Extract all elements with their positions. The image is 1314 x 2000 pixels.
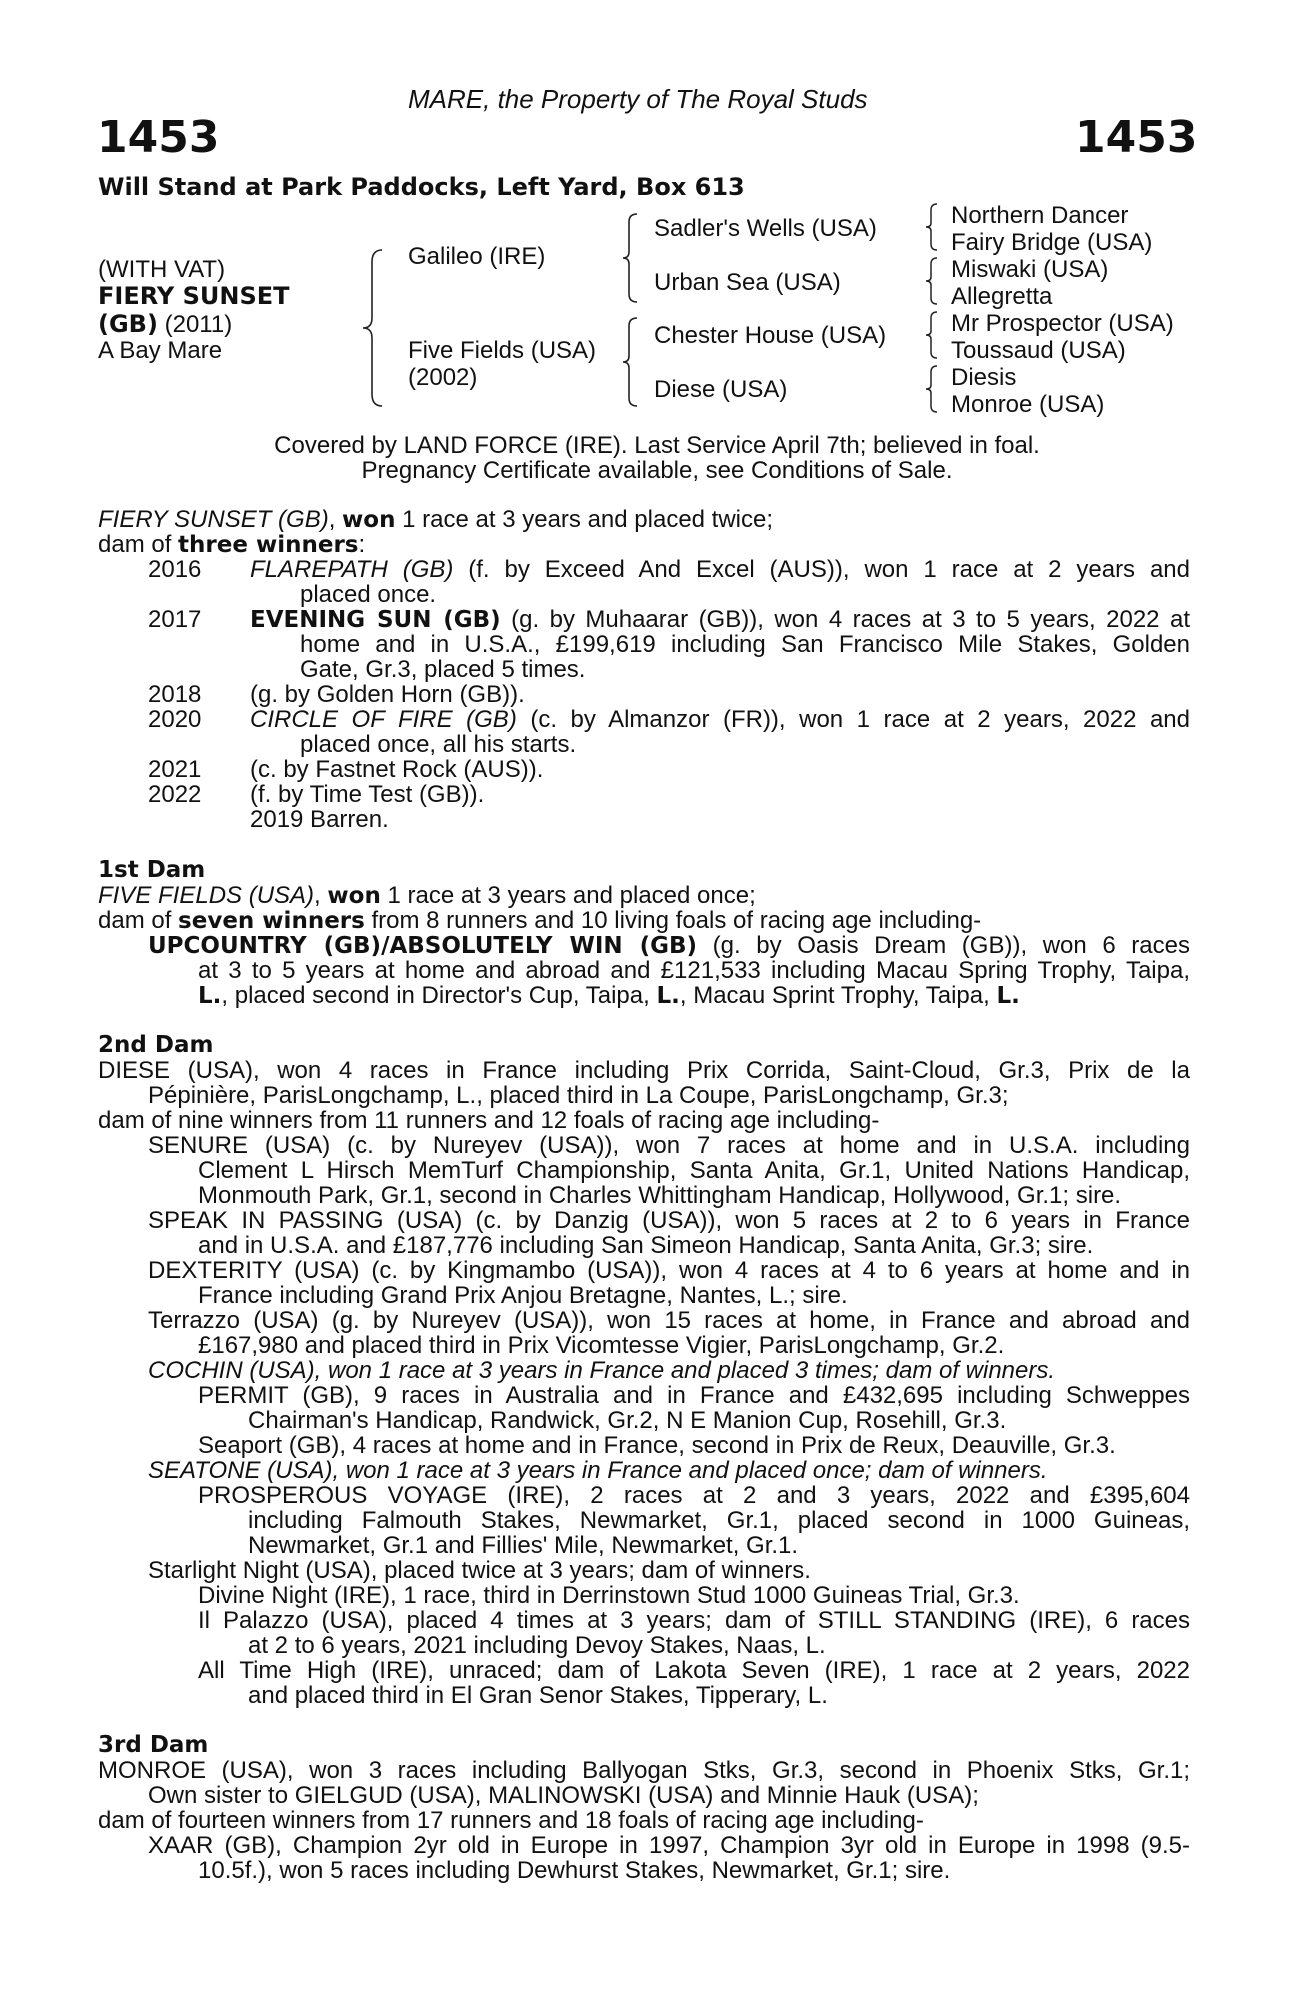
dam2-line: Monmouth Park, Gr.1, second in Charles Whittingham Handicap, Hollywood, Gr.1; sire. (198, 1182, 1122, 1209)
dam3-line: MONROE (USA), won 3 races including Ballyogan Stks, Gr.3, second in Phoenix Stks, Gr.1; (98, 1757, 1190, 1784)
dam1-record: FIVE FIELDS (USA), won 1 race at 3 years and placed once; (98, 882, 756, 909)
pedigree-sire: Galileo (IRE) (408, 243, 546, 270)
horse-country: (GB) (98, 310, 158, 338)
pedigree-dds: Diesis (951, 364, 1017, 391)
produce-entry: CIRCLE OF FIRE (GB) (c. by Almanzor (FR)), won 1 race at 2 years, 2022 and (250, 706, 1190, 733)
produce-year: 2016 (148, 556, 202, 583)
dam2-line: Chairman's Handicap, Randwick, Gr.2, N E Manion Cup, Rosehill, Gr.3. (248, 1407, 1007, 1434)
dam2-line: Pépinière, ParisLongchamp, L., placed third in La Coupe, ParisLongchamp, Gr.3; (148, 1082, 1009, 1109)
dam2-line: SPEAK IN PASSING (USA) (c. by Danzig (USA)), won 5 races at 2 to 6 years in France (148, 1207, 1190, 1234)
mare-record-line: FIERY SUNSET (GB), won 1 race at 3 years and placed twice; (98, 506, 774, 533)
dam2-line: COCHIN (USA), won 1 race at 3 years in France and placed 3 times; dam of winners. (148, 1357, 1056, 1384)
dam2-line: Divine Night (IRE), 1 race, third in Derrinstown Stud 1000 Guineas Trial, Gr.3. (198, 1582, 1020, 1609)
dam2-line: PERMIT (GB), 9 races in Australia and in France and £432,695 including Schweppes (198, 1382, 1190, 1409)
pedigree-brace-main (360, 248, 386, 408)
lot-number-left: 1453 (97, 112, 220, 163)
dam2-line: France including Grand Prix Anjou Bretagne, Nantes, L.; sire. (198, 1282, 848, 1309)
produce-year: 2021 (148, 756, 202, 783)
produce-year: 2018 (148, 681, 202, 708)
horse-description: A Bay Mare (98, 337, 223, 364)
dam3-line: XAAR (GB), Champion 2yr old in Europe in 1997, Champion 3yr old in Europe in 1998 (9.5- (148, 1832, 1190, 1859)
produce-year: 2017 (148, 606, 202, 633)
pedigree-dd: Diese (USA) (654, 376, 788, 403)
dam1-progeny-cont: L., placed second in Director's Cup, Taipa, L., Macau Sprint Trophy, Taipa, L. (198, 982, 1020, 1009)
pedigree-dss: Mr Prospector (USA) (951, 310, 1174, 337)
section-heading-3rd-dam: 3rd Dam (98, 1732, 209, 1758)
section-heading-2nd-dam: 2nd Dam (98, 1032, 214, 1058)
horse-country-year (98, 310, 232, 339)
produce-entry: (c. by Fastnet Rock (AUS)). (250, 756, 544, 783)
dam2-line: and placed third in El Gran Senor Stakes, Tipperary, L. (248, 1682, 828, 1709)
dam2-line: dam of nine winners from 11 runners and 12 foals of racing age including- (98, 1107, 880, 1134)
produce-entry-cont: placed once, all his starts. (300, 731, 577, 758)
dam2-line: and in U.S.A. and £187,776 including San Simeon Handicap, Santa Anita, Gr.3; sire. (198, 1232, 1094, 1259)
dam2-line: DEXTERITY (USA) (c. by Kingmambo (USA)), won 4 races at 4 to 6 years at home and in (148, 1257, 1190, 1284)
property-line: MARE, the Property of The Royal Studs (408, 84, 868, 114)
pedigree-brace-dd (924, 364, 940, 414)
produce-entry-cont: Gate, Gr.3, placed 5 times. (300, 656, 586, 683)
pedigree-dam-year: (2002) (408, 364, 478, 391)
pedigree-sd: Urban Sea (USA) (654, 269, 841, 296)
dam2-line: Newmarket, Gr.1 and Fillies' Mile, Newmarket, Gr.1. (248, 1532, 799, 1559)
dam2-line: at 2 to 6 years, 2021 including Devoy Stakes, Naas, L. (248, 1632, 826, 1659)
produce-entry: EVENING SUN (GB) (g. by Muhaarar (GB)), won 4 races at 3 to 5 years, 2022 at (250, 606, 1190, 633)
mare-winners-line: dam of three winners: (98, 531, 366, 558)
dam2-line: Seaport (GB), 4 races at home and in France, second in Prix de Reux, Deauville, Gr.3. (198, 1432, 1116, 1459)
dam2-line: All Time High (IRE), unraced; dam of Lakota Seven (IRE), 1 race at 2 years, 2022 (198, 1657, 1190, 1684)
dam1-progeny-cont: at 3 to 5 years at home and abroad and £121,533 including Macau Spring Trophy, Taipa, (198, 957, 1190, 984)
lot-number-right: 1453 (1075, 112, 1198, 163)
produce-year: 2022 (148, 781, 202, 808)
pedigree-ss: Sadler's Wells (USA) (654, 215, 877, 242)
stand-location: Will Stand at Park Paddocks, Left Yard, Box 613 (98, 173, 745, 201)
dam3-line: 10.5f.), won 5 races including Dewhurst Stakes, Newmarket, Gr.1; sire. (198, 1857, 951, 1884)
dam2-line: Terrazzo (USA) (g. by Nureyev (USA)), won 15 races at home, in France and abroad and (148, 1307, 1190, 1334)
pedigree-sdd: Allegretta (951, 283, 1053, 310)
dam2-line: Starlight Night (USA), placed twice at 3 years; dam of winners. (148, 1557, 811, 1584)
dam3-line: Own sister to GIELGUD (USA), MALINOWSKI (USA) and Minnie Hauk (USA); (148, 1782, 979, 1809)
horse-year: (2011) (164, 311, 233, 338)
pedigree-dam: Five Fields (USA) (408, 337, 597, 364)
dam2-line: SEATONE (USA), won 1 race at 3 years in France and placed once; dam of winners. (148, 1457, 1048, 1484)
dam2-line: Il Palazzo (USA), placed 4 times at 3 years; dam of STILL STANDING (IRE), 6 races (198, 1607, 1190, 1634)
vat-note: (WITH VAT) (98, 256, 226, 283)
dam2-line: SENURE (USA) (c. by Nureyev (USA)), won 7 races at home and in U.S.A. including (148, 1132, 1190, 1159)
pedigree-sds: Miswaki (USA) (951, 256, 1109, 283)
produce-entry: 2019 Barren. (250, 806, 389, 833)
dam2-line: £167,980 and placed third in Prix Vicomtesse Vigier, ParisLongchamp, Gr.2. (198, 1332, 1005, 1359)
produce-entry: (f. by Time Test (GB)). (250, 781, 485, 808)
produce-entry-cont: home and in U.S.A., £199,619 including San Francisco Mile Stakes, Golden (300, 631, 1190, 658)
pedigree-ssd: Fairy Bridge (USA) (951, 229, 1153, 256)
pedigree-brace-ss (924, 202, 940, 252)
dam2-line: PROSPEROUS VOYAGE (IRE), 2 races at 2 and 3 years, 2022 and £395,604 (198, 1482, 1190, 1509)
pedigree-brace-sire (620, 212, 640, 304)
dam1-winners: dam of seven winners from 8 runners and 10 living foals of racing age including- (98, 907, 982, 934)
dam3-line: dam of fourteen winners from 17 runners and 18 foals of racing age including- (98, 1807, 924, 1834)
pedigree-sss: Northern Dancer (951, 202, 1129, 229)
pedigree-ddd: Monroe (USA) (951, 391, 1105, 418)
produce-entry: FLAREPATH (GB) (f. by Exceed And Excel (AUS)), won 1 race at 2 years and (250, 556, 1191, 583)
produce-entry-cont: placed once. (300, 581, 437, 608)
pedigree-ds: Chester House (USA) (654, 322, 887, 349)
produce-entry: (g. by Golden Horn (GB)). (250, 681, 525, 708)
produce-year: 2020 (148, 706, 202, 733)
pedigree-dsd: Toussaud (USA) (951, 337, 1126, 364)
dam1-progeny: UPCOUNTRY (GB)/ABSOLUTELY WIN (GB) (g. by Oasis Dream (GB)), won 6 races (148, 932, 1190, 959)
dam2-line: Clement L Hirsch MemTurf Championship, Santa Anita, Gr.1, United Nations Handicap, (198, 1157, 1190, 1184)
pedigree-brace-sd (924, 256, 940, 306)
horse-name: FIERY SUNSET (98, 282, 290, 310)
pedigree-brace-dam (620, 316, 640, 408)
section-heading-1st-dam: 1st Dam (98, 857, 206, 883)
dam2-line: DIESE (USA), won 4 races in France including Prix Corrida, Saint-Cloud, Gr.3, Prix de la (98, 1057, 1190, 1084)
covered-note: Covered by LAND FORCE (IRE). Last Service April 7th; believed in foal. (274, 432, 1040, 459)
dam2-line: including Falmouth Stakes, Newmarket, Gr.1, placed second in 1000 Guineas, (248, 1507, 1190, 1534)
pregnancy-note: Pregnancy Certificate available, see Conditions of Sale. (361, 457, 953, 484)
pedigree-brace-ds (924, 310, 940, 360)
